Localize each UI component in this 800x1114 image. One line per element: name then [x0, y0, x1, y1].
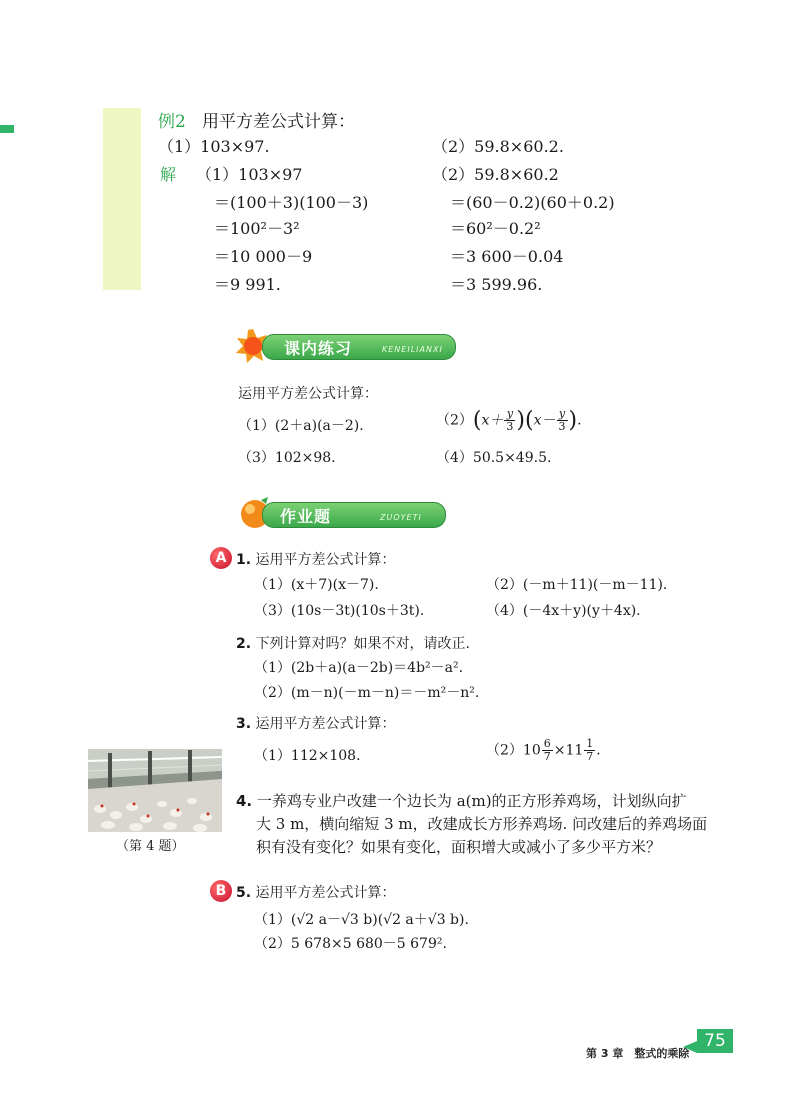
hw-q3: 3. 运用平方差公式计算： [236, 716, 396, 732]
page-number: 75 [697, 1029, 733, 1053]
hw-q1-a: （1）(x＋7)(x－7). [254, 577, 379, 593]
hw-q1-c: （3）(10s－3t)(10s＋3t). [254, 603, 425, 619]
practice-label: 课内练习 [284, 339, 353, 358]
level-b-badge: B [210, 880, 232, 902]
hw-q2-a: （1）(2b＋a)(a－2b)＝4b²－a². [254, 660, 464, 676]
example-label: 例2 [158, 112, 186, 132]
homework-label: 作业题 [280, 507, 332, 526]
example-heading [158, 107, 355, 132]
hw-q5: 5. 运用平方差公式计算： [236, 885, 396, 901]
solution-left-3: ＝10 000－9 [214, 247, 313, 266]
practice-item-1: （1）(2＋a)(a－2). [238, 418, 364, 434]
example-q1: （1）103×97. [158, 137, 270, 156]
photo-caption: （第 4 题） [116, 839, 185, 854]
hw-q3-b: （2）10 $\frac{6}{7}$ ×11 $\frac{1}{7}$ . [486, 737, 601, 763]
solution-right-2: ＝60²－0.2² [450, 219, 541, 238]
hw-q1-d: （4）(－4x＋y)(y＋4x). [486, 603, 641, 619]
solution-right-1: ＝(60－0.2)(60＋0.2) [450, 193, 615, 212]
practice-item-3: （3）102×98. [238, 450, 336, 466]
solution-right-0: （2）59.8×60.2 [432, 165, 559, 184]
solution-right-4: ＝3 599.96. [450, 275, 543, 294]
hw-q3-a: （1）112×108. [254, 748, 361, 764]
solution-left-0: （1）103×97 [196, 165, 303, 184]
solution-left-4: ＝9 991. [214, 275, 281, 294]
solution-left-2: ＝100²－3² [214, 219, 300, 238]
hw-q2-b: （2）(m－n)(－m－n)＝－m²－n². [254, 685, 480, 701]
hw-q1: 1. 运用平方差公式计算： [236, 552, 396, 568]
example-title: 用平方差公式计算： [202, 112, 356, 132]
practice-item-2: （2）(x＋ $\frac{y}{3}$ )(x－ $\frac{y}{3}$ ). [436, 407, 582, 433]
practice-intro: 运用平方差公式计算： [238, 386, 378, 402]
example-background [103, 108, 141, 290]
hw-q4-line1: 4. 一养鸡专业户改建一个边长为 a(m)的正方形养鸡场，计划纵向扩 [236, 792, 687, 810]
solution-right-3: ＝3 600－0.04 [450, 247, 564, 266]
practice-item-4: （4）50.5×49.5. [436, 450, 552, 466]
level-a-badge: A [210, 547, 232, 569]
side-tab [0, 125, 14, 133]
example-q2: （2）59.8×60.2. [432, 137, 564, 156]
hw-q5-a: （1）(√2 a－√3 b)(√2 a＋√3 b). [254, 912, 469, 928]
homework-label-pinyin: ZUOYETI [380, 513, 422, 522]
solution-label: 解 [160, 165, 177, 184]
chicken-farm-photo [88, 749, 222, 832]
page-flag [683, 1041, 697, 1053]
hw-q5-b: （2）5 678×5 680－5 679². [254, 936, 447, 952]
hw-q4-line2: 大 3 m，横向缩短 3 m，改建成长方形养鸡场. 问改建后的养鸡场面 [256, 815, 708, 833]
hw-q1-b: （2）(－m＋11)(－m－11). [486, 577, 668, 593]
practice-label-pinyin: KENEILIANXI [382, 345, 443, 354]
solution-left-1: ＝(100＋3)(100－3) [214, 193, 369, 212]
hw-q2: 2. 下列计算对吗？如果不对，请改正. [236, 636, 470, 652]
hw-q4-line3: 积有没有变化？如果有变化，面积增大或减小了多少平方米？ [256, 838, 662, 856]
chapter-footer: 第 3 章 整式的乘除 [586, 1047, 690, 1060]
